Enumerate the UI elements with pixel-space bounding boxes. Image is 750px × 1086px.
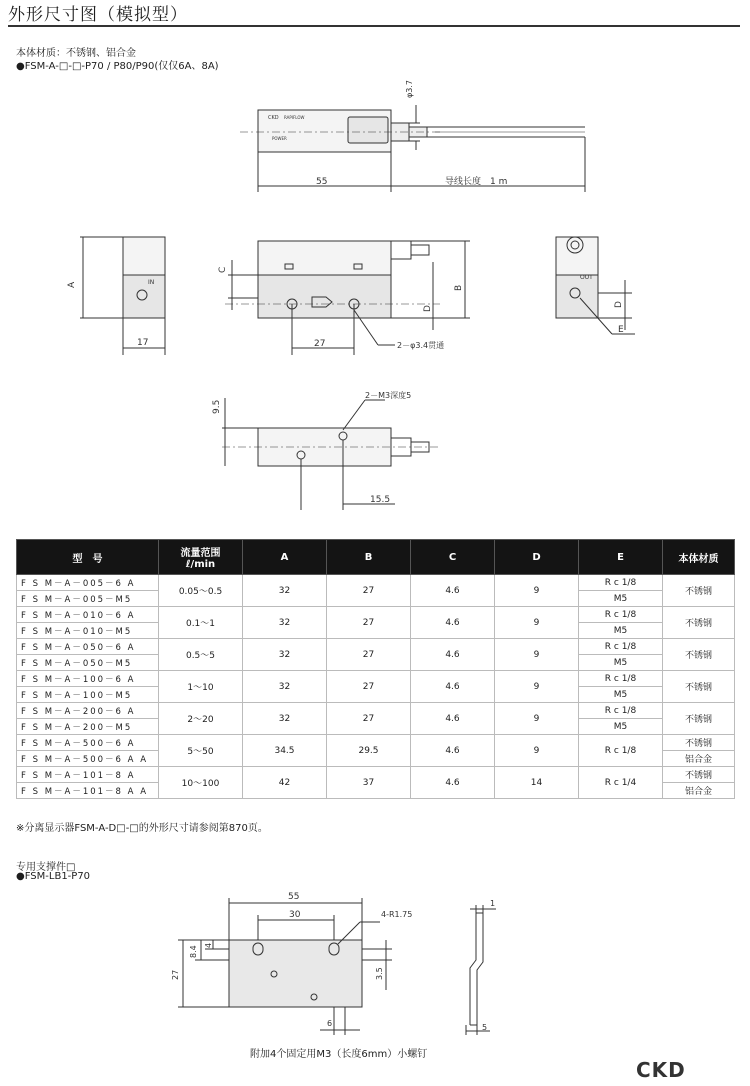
table-row xyxy=(17,671,735,687)
table-row xyxy=(17,703,735,719)
bracket-title: 专用支撑件□ xyxy=(16,862,76,873)
cell-e: R c 1/8 xyxy=(579,671,663,687)
cell-b: 29.5 xyxy=(327,735,411,767)
dim-27: 27 xyxy=(314,339,326,349)
bracket-caption: 附加4个固定用M3（长度6mm）小螺钉 xyxy=(250,1049,428,1060)
col-header-model: 型 号 xyxy=(17,540,159,575)
brand-logo: CKD xyxy=(636,1058,686,1082)
bracket-dim-8-4: 8.4 xyxy=(189,945,198,958)
cell-material: 不锈钢 xyxy=(663,575,735,607)
table-row xyxy=(17,607,735,623)
cell-e: M5 xyxy=(579,719,663,735)
cell-e: M5 xyxy=(579,623,663,639)
cell-d: 9 xyxy=(495,671,579,703)
cell-e: R c 1/8 xyxy=(579,703,663,719)
cell-c: 4.6 xyxy=(411,735,495,767)
cell-model: F S M－A－100－M5 xyxy=(17,687,159,703)
cell-d: 9 xyxy=(495,607,579,639)
bracket-dim-r: 4-R1.75 xyxy=(381,910,413,919)
cell-c: 4.6 xyxy=(411,767,495,799)
cell-flow: 10～100 xyxy=(159,767,243,799)
cell-c: 4.6 xyxy=(411,575,495,607)
table-row xyxy=(17,639,735,655)
cell-a: 42 xyxy=(243,767,327,799)
cell-flow: 0.5～5 xyxy=(159,639,243,671)
cell-model: F S M－A－010－M5 xyxy=(17,623,159,639)
out-label: OUT xyxy=(580,274,593,281)
cell-b: 27 xyxy=(327,575,411,607)
bracket-dim-55: 55 xyxy=(288,892,300,902)
lead-label: 导线长度 1 m xyxy=(445,177,508,187)
col-header-d: D xyxy=(495,540,579,575)
bracket-dim-5: 5 xyxy=(482,1023,488,1032)
cell-d: 14 xyxy=(495,767,579,799)
table-header-row xyxy=(17,540,735,575)
cell-c: 4.6 xyxy=(411,671,495,703)
table-row xyxy=(17,735,735,751)
logo-text: CKD xyxy=(268,115,279,121)
table-footnote: ※分离显示器FSM-A-D□-□的外形尺寸请参阅第870页。 xyxy=(16,823,268,834)
cell-e: M5 xyxy=(579,687,663,703)
cell-a: 32 xyxy=(243,639,327,671)
cell-a: 32 xyxy=(243,607,327,639)
cell-e: M5 xyxy=(579,591,663,607)
cell-d: 9 xyxy=(495,639,579,671)
cell-material: 不锈钢 xyxy=(663,735,735,751)
bracket-model: ●FSM-LB1-P70 xyxy=(16,871,91,882)
cell-e: M5 xyxy=(579,655,663,671)
cell-e: R c 1/8 xyxy=(579,639,663,655)
col-header-flow: 流量范围 ℓ/min xyxy=(159,540,243,575)
cell-model: F S M－A－005－6 A xyxy=(17,575,159,591)
bracket-drawing xyxy=(0,885,750,1045)
dim-b: B xyxy=(454,284,464,291)
cell-model: F S M－A－100－6 A xyxy=(17,671,159,687)
bracket-dim-6: 6 xyxy=(327,1019,333,1028)
cell-material: 不锈钢 xyxy=(663,671,735,703)
cell-material: 不锈钢 xyxy=(663,607,735,639)
cell-material: 不锈钢 xyxy=(663,703,735,735)
table-row xyxy=(17,575,735,591)
col-header-material: 本体材质 xyxy=(663,540,735,575)
cell-e: R c 1/8 xyxy=(579,735,663,767)
col-header-a: A xyxy=(243,540,327,575)
cell-material: 铝合金 xyxy=(663,751,735,767)
brand-text: RAPIFLOW xyxy=(284,115,305,120)
cell-flow: 2～20 xyxy=(159,703,243,735)
bracket-dim-30: 30 xyxy=(289,910,301,920)
dim-15-5: 15.5 xyxy=(370,495,391,505)
title-divider xyxy=(8,25,740,27)
power-text: POWER xyxy=(272,136,287,141)
cell-c: 4.6 xyxy=(411,703,495,735)
cell-e: R c 1/8 xyxy=(579,607,663,623)
tap-note: 2－M3深度5 xyxy=(365,391,412,400)
dim-a: A xyxy=(67,281,77,288)
dim-55: 55 xyxy=(316,177,328,187)
col-header-c: C xyxy=(411,540,495,575)
cell-model: F S M－A－200－M5 xyxy=(17,719,159,735)
body-material-line: 本体材质：不锈钢、铝合金 xyxy=(16,48,136,59)
cell-e: R c 1/4 xyxy=(579,767,663,799)
cell-flow: 5～50 xyxy=(159,735,243,767)
cell-material: 铝合金 xyxy=(663,783,735,799)
dim-phi: φ3.7 xyxy=(405,80,414,98)
cell-model: F S M－A－050－6 A xyxy=(17,639,159,655)
in-label: IN xyxy=(148,279,155,286)
cell-a: 32 xyxy=(243,671,327,703)
cell-model: F S M－A－050－M5 xyxy=(17,655,159,671)
cell-e: R c 1/8 xyxy=(579,575,663,591)
cell-a: 32 xyxy=(243,575,327,607)
bracket-dim-3-5: 3.5 xyxy=(375,967,384,980)
cell-flow: 1～10 xyxy=(159,671,243,703)
bracket-dim-27: 27 xyxy=(171,969,180,980)
cell-material: 不锈钢 xyxy=(663,767,735,783)
bracket-dim-4: 4 xyxy=(204,942,213,948)
dim-c: C xyxy=(218,266,228,273)
dim-9-5: 9.5 xyxy=(212,399,222,414)
page-title: 外形尺寸图（模拟型） xyxy=(8,5,188,25)
cell-b: 27 xyxy=(327,703,411,735)
cell-d: 9 xyxy=(495,575,579,607)
cell-flow: 0.1～1 xyxy=(159,607,243,639)
cell-model: F S M－A－200－6 A xyxy=(17,703,159,719)
cell-b: 27 xyxy=(327,671,411,703)
dim-e: E xyxy=(618,325,624,335)
cell-d: 9 xyxy=(495,735,579,767)
cell-material: 不锈钢 xyxy=(663,639,735,671)
cell-d: 9 xyxy=(495,703,579,735)
cell-c: 4.6 xyxy=(411,607,495,639)
dim-d: D xyxy=(423,305,433,312)
model-line: ●FSM-A-□-□-P70 / P80/P90(仅仅6A、8A) xyxy=(16,61,219,72)
cell-b: 37 xyxy=(327,767,411,799)
cell-c: 4.6 xyxy=(411,639,495,671)
cell-b: 27 xyxy=(327,639,411,671)
cell-model: F S M－A－101－8 A A xyxy=(17,783,159,799)
table-row xyxy=(17,767,735,783)
dim-17: 17 xyxy=(137,338,149,348)
cell-a: 34.5 xyxy=(243,735,327,767)
dim-d-right: D xyxy=(614,301,624,308)
cell-model: F S M－A－500－6 A xyxy=(17,735,159,751)
cell-model: F S M－A－005－M5 xyxy=(17,591,159,607)
cell-model: F S M－A－101－8 A xyxy=(17,767,159,783)
col-header-b: B xyxy=(327,540,411,575)
spec-table xyxy=(16,539,735,799)
hole-note: 2－φ3.4贯通 xyxy=(397,341,445,350)
cell-flow: 0.05～0.5 xyxy=(159,575,243,607)
cell-b: 27 xyxy=(327,607,411,639)
cell-a: 32 xyxy=(243,703,327,735)
bracket-dim-1: 1 xyxy=(490,899,496,908)
col-header-e: E xyxy=(579,540,663,575)
dimension-drawings xyxy=(0,70,750,535)
cell-model: F S M－A－010－6 A xyxy=(17,607,159,623)
cell-model: F S M－A－500－6 A A xyxy=(17,751,159,767)
